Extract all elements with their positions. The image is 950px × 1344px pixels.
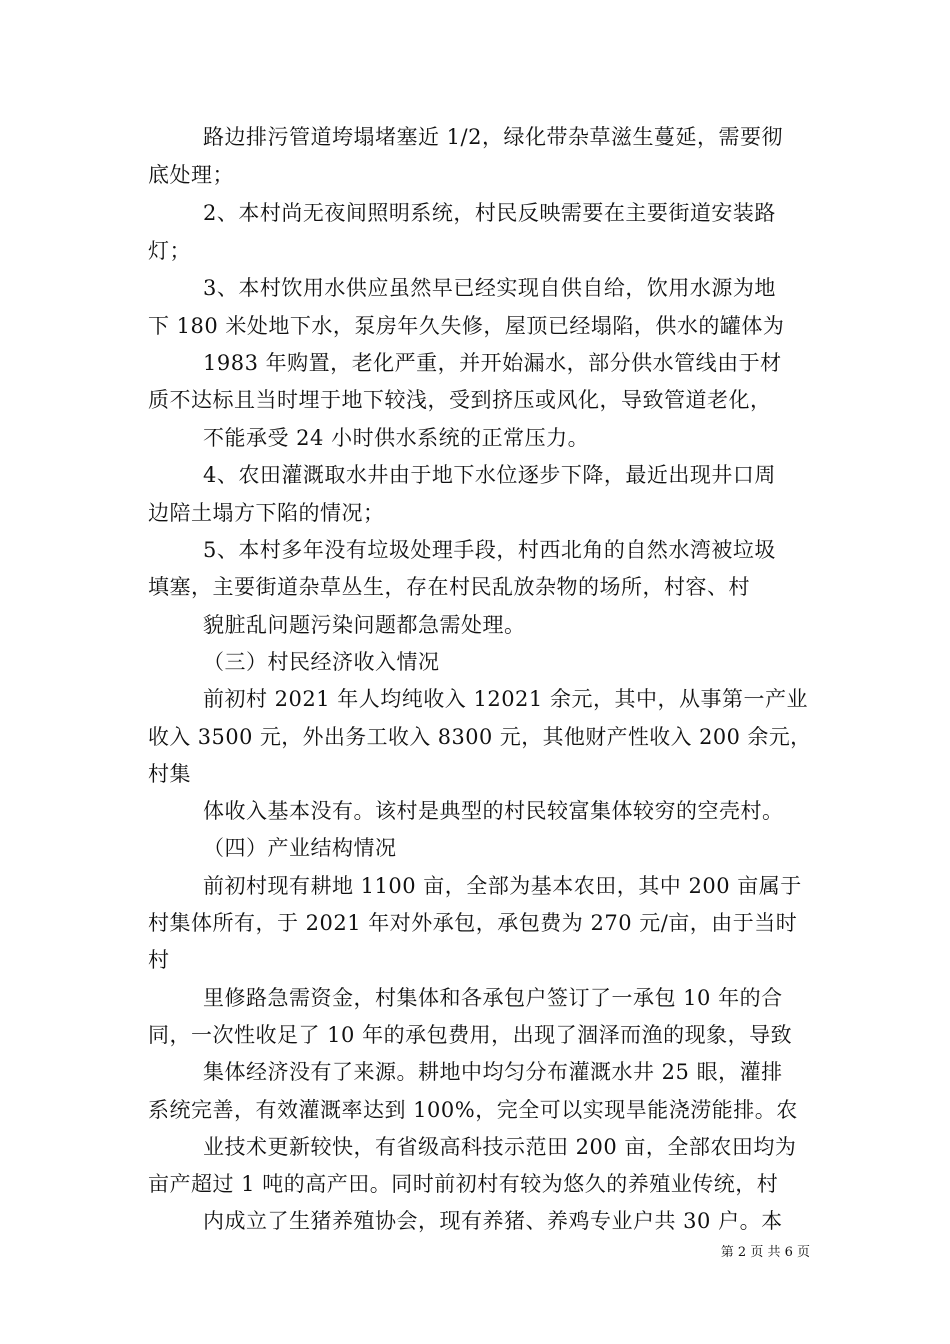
- section-heading: （三）村民经济收入情况: [203, 650, 440, 674]
- text-line: 村集体所有，于 2021 年对外承包，承包费为 270 元/亩，由于当时: [148, 911, 798, 935]
- text-line: 底处理；: [148, 163, 234, 187]
- text-line: 边陪土塌方下陷的情况；: [148, 501, 385, 525]
- text-line: 系统完善，有效灌溉率达到 100%，完全可以实现旱能浇涝能排。农: [148, 1098, 798, 1122]
- text-line: 里修路急需资金，村集体和各承包户签订了一承包 10 年的合: [203, 986, 783, 1010]
- section-heading: （四）产业结构情况: [203, 836, 397, 860]
- text-line: 路边排污管道垮塌堵塞近 1/2，绿化带杂草滋生蔓延，需要彻: [203, 125, 783, 149]
- text-line: 不能承受 24 小时供水系统的正常压力。: [203, 426, 590, 450]
- text-line: 村: [148, 948, 170, 972]
- text-line: 2、本村尚无夜间照明系统，村民反映需要在主要街道安装路: [203, 201, 776, 225]
- page-number: 第 2 页 共 6 页: [720, 1245, 810, 1260]
- text-line: 1983 年购置，老化严重，并开始漏水，部分供水管线由于材: [203, 351, 782, 375]
- text-line: 填塞，主要街道杂草丛生，存在村民乱放杂物的场所，村容、村: [148, 575, 750, 599]
- text-line: 灯；: [148, 239, 191, 263]
- text-line: 收入 3500 元，外出务工收入 8300 元，其他财产性收入 200 余元，: [148, 725, 812, 749]
- text-line: 业技术更新较快，有省级高科技示范田 200 亩，全部农田均为: [203, 1135, 797, 1159]
- text-line: 前初村 2021 年人均纯收入 12021 余元，其中，从事第一产业: [203, 687, 808, 711]
- text-line: 村集: [148, 762, 191, 786]
- text-line: 体收入基本没有。该村是典型的村民较富集体较穷的空壳村。: [203, 799, 784, 823]
- text-line: 3、本村饮用水供应虽然早已经实现自供自给，饮用水源为地: [203, 276, 776, 300]
- text-line: 下 180 米处地下水，泵房年久失修，屋顶已经塌陷，供水的罐体为: [148, 314, 785, 338]
- text-line: 集体经济没有了来源。耕地中均匀分布灌溉水井 25 眼，灌排: [203, 1060, 783, 1084]
- text-line: 貌脏乱问题污染问题都急需处理。: [203, 613, 526, 637]
- text-line: 5、本村多年没有垃圾处理手段，村西北角的自然水湾被垃圾: [203, 538, 776, 562]
- text-line: 亩产超过 1 吨的高产田。同时前初村有较为悠久的养殖业传统，村: [148, 1172, 779, 1196]
- text-line: 内成立了生猪养殖协会，现有养猪、养鸡专业户共 30 户。本: [203, 1209, 783, 1233]
- text-line: 同，一次性收足了 10 年的承包费用，出现了涸泽而渔的现象，导致: [148, 1023, 793, 1047]
- text-line: 前初村现有耕地 1100 亩，全部为基本农田，其中 200 亩属于: [203, 874, 802, 898]
- text-line: 4、农田灌溉取水井由于地下水位逐步下降，最近出现井口周: [203, 463, 776, 487]
- text-line: 质不达标且当时埋于地下较浅，受到挤压或风化，导致管道老化，: [148, 388, 772, 412]
